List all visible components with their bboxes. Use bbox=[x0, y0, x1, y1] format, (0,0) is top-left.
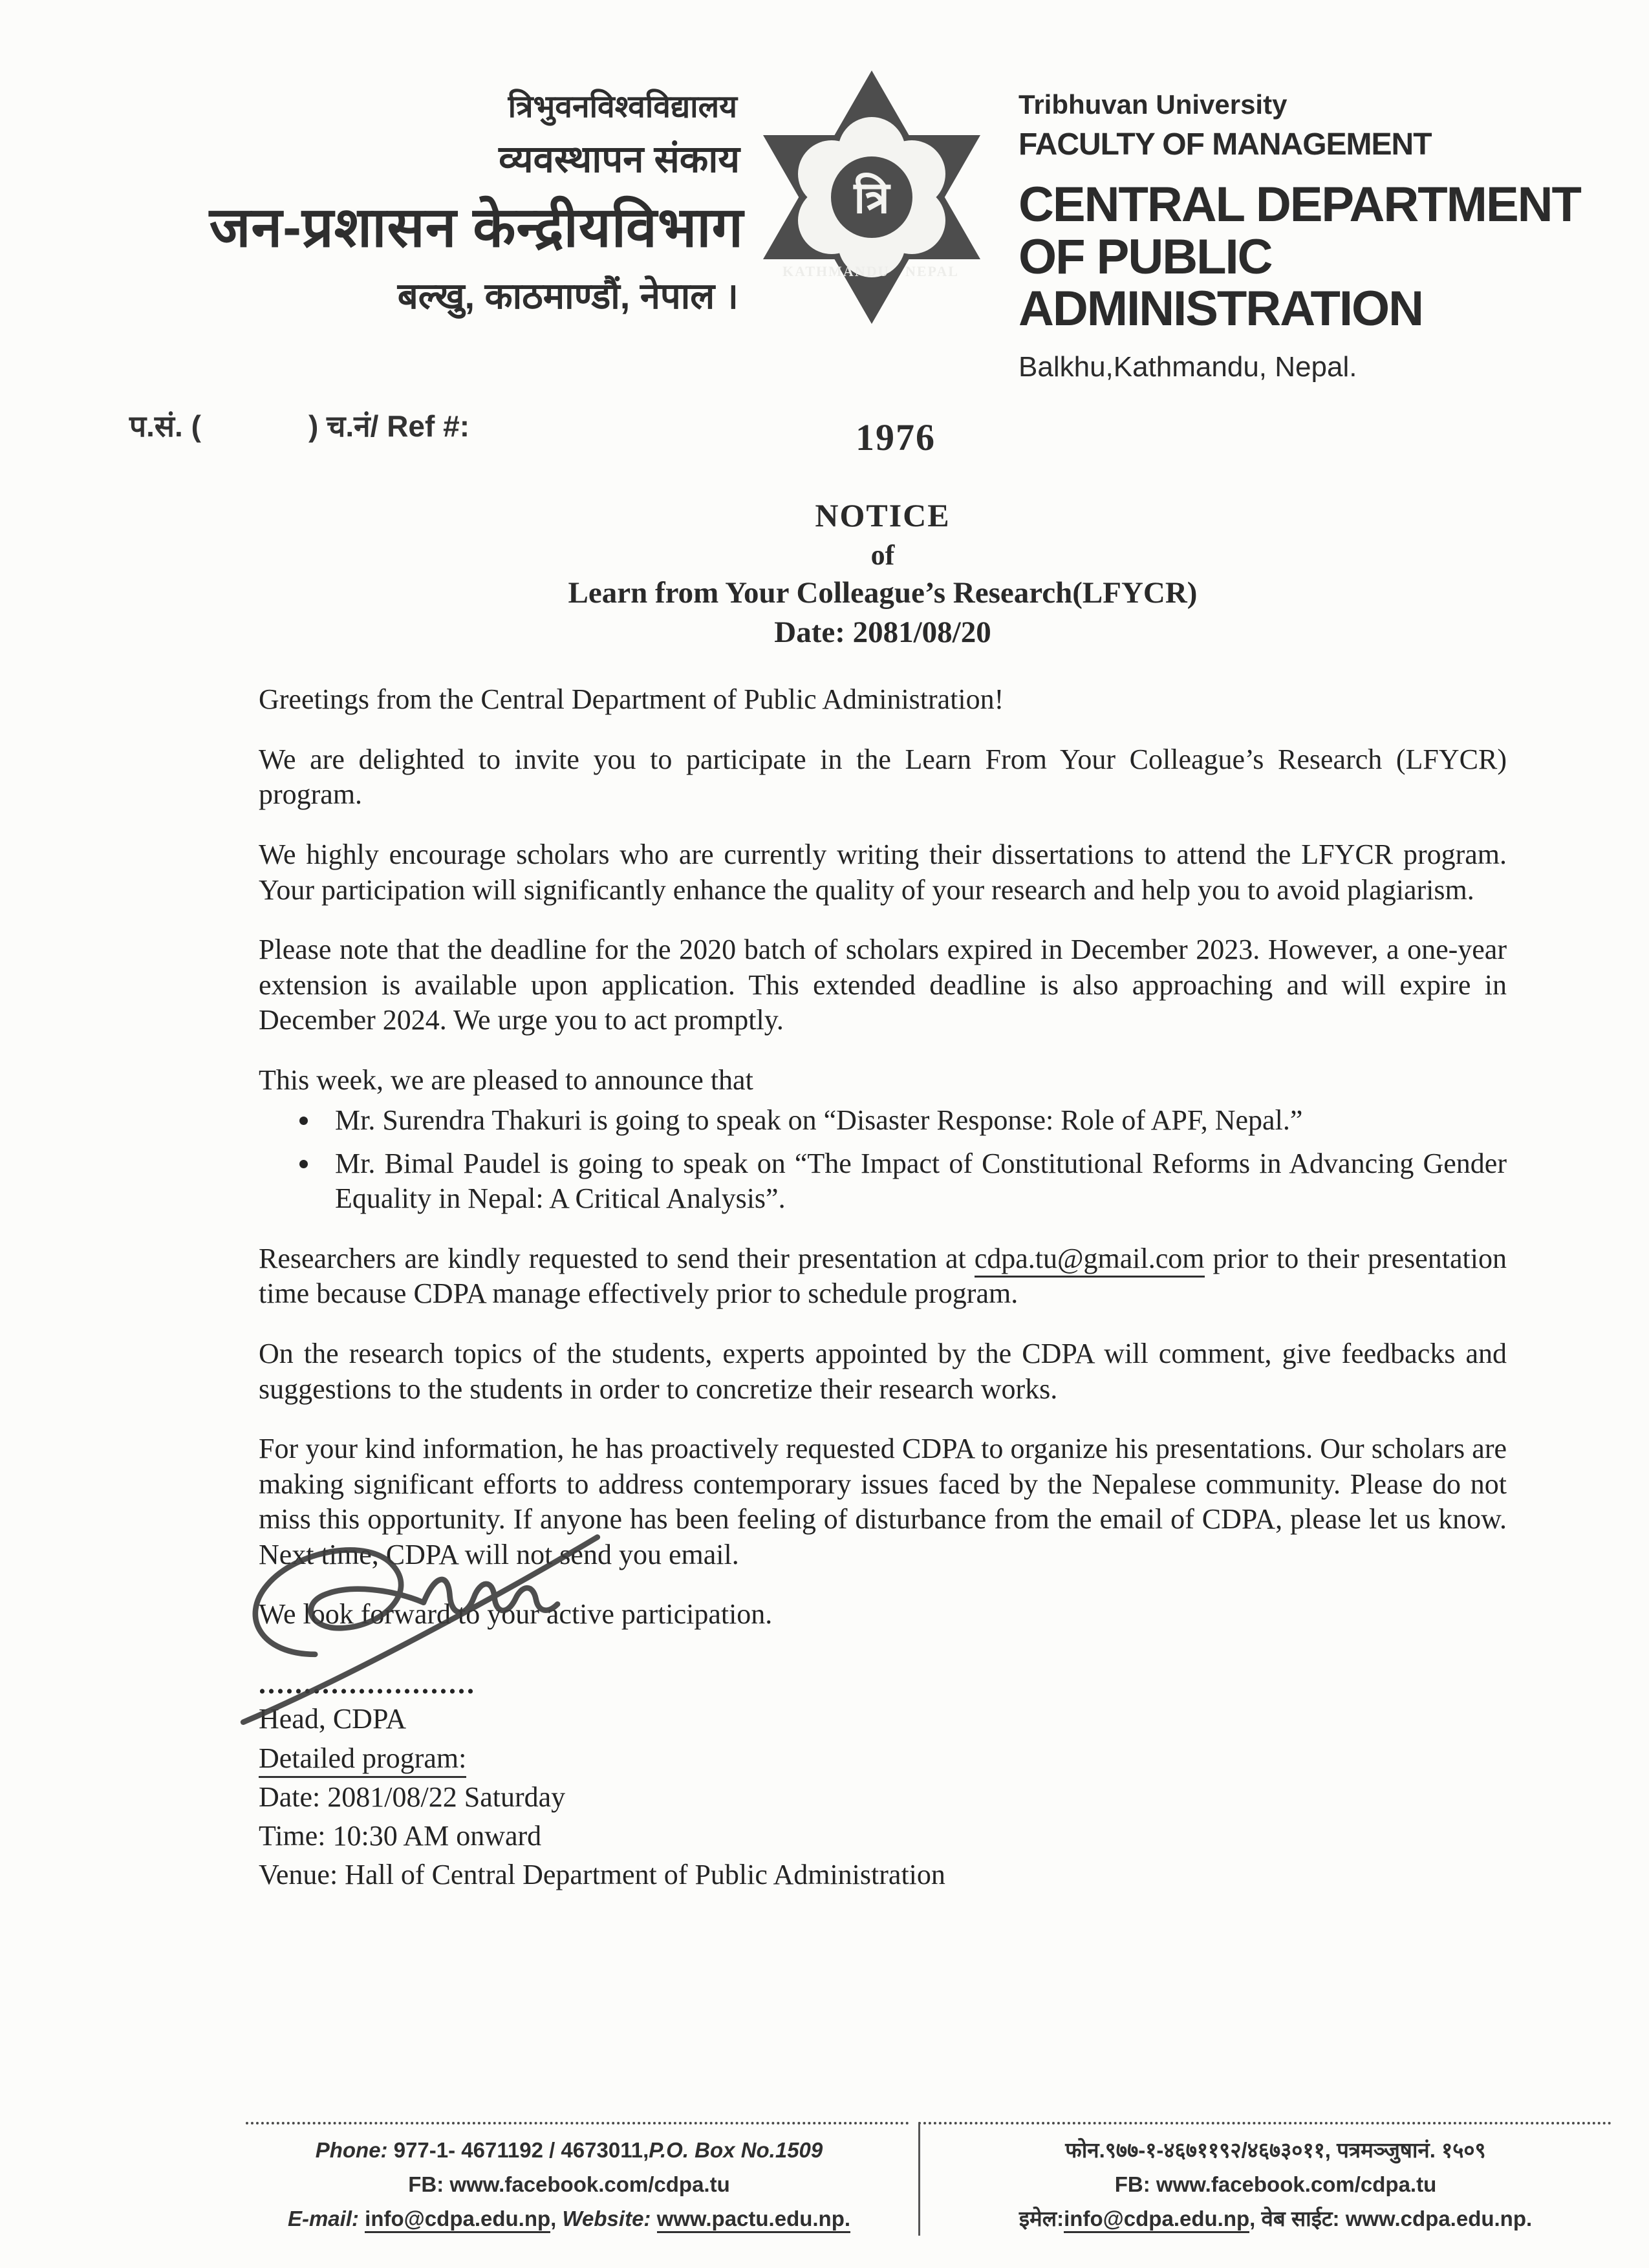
emblem-kathmandu-label: KATHMANDU bbox=[782, 263, 890, 279]
paragraph-invitation: We are delighted to invite you to participate in the Learn From Your Colleague’s Research (LFYCR) program. bbox=[259, 743, 1507, 811]
program-time: Time: 10:30 AM onward bbox=[259, 1820, 542, 1852]
program-title: Learn from Your Colleague’s Research(LFYCR) bbox=[568, 576, 1198, 610]
paragraph-announcement-intro: This week, we are pleased to announce that bbox=[259, 1064, 753, 1096]
footer-nepali-column bbox=[918, 2122, 1611, 2236]
footer-email-line-nepali bbox=[940, 2202, 1611, 2236]
paragraph-kind-information: For your kind information, he has proactively requested CDPA to organize his presentations. Our scholars are making significant efforts to address contemporary issues faced by the Nepalese community. Please do not miss this opportunity. If anyone has been feeling of disturbance from the email of CDPA, please let us know. Next time, CDPA will not send you email. bbox=[259, 1433, 1507, 1570]
separator-nepali: , bbox=[1249, 2206, 1262, 2231]
faculty-name-english: FACULTY OF MANAGEMENT bbox=[1018, 127, 1432, 162]
paragraph-encouragement: We highly encourage scholars who are currently writing their dissertations to attend the LFYCR program. Your participation will significantly enhance the quality of your research and help you to avoid plagiarism. bbox=[259, 839, 1507, 906]
speaker-list bbox=[259, 1103, 1507, 1217]
address-nepali: बल्खु, काठमाण्डौं, नेपाल । bbox=[397, 275, 738, 317]
paragraph-closing: We look forward to your active participation. bbox=[259, 1598, 773, 1631]
letter-footer bbox=[246, 2122, 1611, 2236]
signatory-title: Head, CDPA bbox=[259, 1703, 407, 1735]
reference-row bbox=[0, 398, 1649, 495]
footer-facebook-line-nepali: FB: www.facebook.com/cdpa.tu bbox=[1114, 2172, 1437, 2196]
university-name-nepali: त्रिभुवनविश्वविद्यालय bbox=[508, 90, 737, 124]
website-label-nepali: वेब साईट: bbox=[1261, 2206, 1340, 2231]
letter-body bbox=[259, 682, 1507, 1632]
speaker-item-paudel: • Mr. Bimal Paudel is going to speak on “The Impact of Constitutional Reforms in Advancing Gender Equality in Nepal: A Critical Analysis”. bbox=[321, 1146, 1507, 1217]
paragraph-experts: On the research topics of the students, experts appointed by the CDPA will comment, give feedbacks and suggestions to the students in order to concretize their research works. bbox=[259, 1338, 1507, 1405]
tu-emblem-logo bbox=[742, 68, 1001, 326]
email-label-nepali: इमेल: bbox=[1018, 2206, 1064, 2231]
paragraph-greeting: Greetings from the Central Department of Public Administration! bbox=[259, 683, 1004, 716]
footer-email-address: info@cdpa.edu.np bbox=[365, 2207, 550, 2233]
footer-website-address-nepali: www.cdpa.edu.np. bbox=[1339, 2206, 1533, 2231]
footer-website-address: www.pactu.edu.np. bbox=[657, 2207, 850, 2233]
letterhead-english bbox=[1018, 89, 1600, 383]
reference-number-label: प.सं. ( ) च.नं/ Ref #: bbox=[129, 409, 470, 443]
program-venue: Venue: Hall of Central Department of Public Administration bbox=[259, 1859, 945, 1891]
footer-email-address-nepali: info@cdpa.edu.np bbox=[1064, 2207, 1249, 2233]
dispatch-number-stamp: 1976 bbox=[856, 416, 936, 458]
program-date: Date: 2081/08/22 Saturday bbox=[259, 1781, 566, 1813]
request-text-after: prior to their presentation time because CDPA manage effectively prior to schedule program. bbox=[259, 1242, 1507, 1310]
faculty-name-nepali: व्यवस्थापन संकाय bbox=[499, 138, 740, 180]
notice-of: of bbox=[870, 539, 895, 571]
letter-content bbox=[0, 398, 1649, 1894]
phone-numbers: 977-1- 4671192 / 4673011, bbox=[387, 2138, 649, 2162]
emblem-center-glyph: त्रि bbox=[854, 173, 890, 222]
letterhead bbox=[0, 65, 1649, 383]
footer-phone-line bbox=[246, 2134, 892, 2168]
notice-date: Date: 2081/08/20 bbox=[774, 615, 991, 650]
detailed-program-heading: Detailed program: bbox=[259, 1741, 466, 1778]
separator: , bbox=[550, 2206, 563, 2231]
pobox-text: P.O. Box No.1509 bbox=[649, 2138, 823, 2162]
footer-english-column bbox=[246, 2122, 909, 2236]
department-name-english: CENTRAL DEPARTMENT OF PUBLIC ADMINISTRATION bbox=[1018, 177, 1580, 337]
paragraph-deadline: Please note that the deadline for the 2020 batch of scholars expired in December 2023. However, a one-year extension is available upon application. This extended deadline is also approaching and will expire in December 2024. We urge you to act promptly. bbox=[259, 934, 1507, 1036]
request-text-before: Researchers are kindly requested to send their presentation at bbox=[259, 1242, 975, 1274]
signature-dotted-line: ........................ bbox=[259, 1667, 476, 1700]
email-label: E-mail: bbox=[287, 2206, 365, 2231]
phone-label: Phone: bbox=[315, 2138, 388, 2162]
signature-block bbox=[259, 1669, 1507, 1894]
speaker-item-thakuri: • Mr. Surendra Thakuri is going to speak on “Disaster Response: Role of APF, Nepal.” bbox=[321, 1103, 1507, 1139]
notice-heading: NOTICE bbox=[815, 497, 951, 533]
footer-email-line bbox=[246, 2202, 892, 2236]
university-name-english: Tribhuvan University bbox=[1018, 89, 1288, 120]
address-english: Balkhu,Kathmandu, Nepal. bbox=[1018, 350, 1357, 383]
letterhead-nepali bbox=[149, 91, 744, 316]
emblem-nepal-label: NEPAL bbox=[905, 263, 959, 279]
department-name-nepali: जन-प्रशासन केन्द्रीयविभाग bbox=[209, 196, 744, 259]
paragraph-presentation-request bbox=[259, 1241, 1507, 1312]
footer-facebook-line: FB: www.facebook.com/cdpa.tu bbox=[408, 2172, 730, 2196]
footer-phone-line-nepali: फोन.९७७-१-४६७११९२/४६७३०११, पत्रमञ्जुषानं. १५०९ bbox=[1065, 2138, 1486, 2162]
website-label: Website: bbox=[562, 2206, 657, 2231]
notice-title-block bbox=[259, 495, 1507, 652]
cdpa-email-address: cdpa.tu@gmail.com bbox=[975, 1243, 1205, 1278]
